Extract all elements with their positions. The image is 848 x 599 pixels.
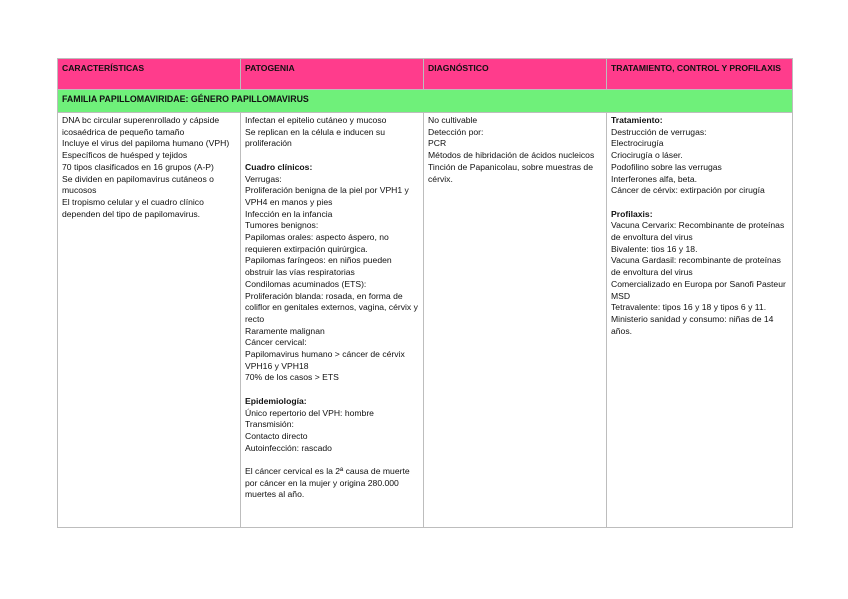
caracteristicas-item: Incluye el virus del papiloma humano (VPH) bbox=[62, 138, 230, 149]
spacer bbox=[245, 150, 419, 162]
profilaxis-item: Ministerio sanidad y consumo: niñas de 14 años. bbox=[611, 313, 774, 336]
tratamiento-cell bbox=[607, 113, 793, 528]
caracteristicas-item: El tropismo celular y el cuadro clínico dependen del tipo de papilomavirus. bbox=[62, 196, 204, 219]
tratamiento-item: Cáncer de cérvix: extirpación por cirugía bbox=[611, 185, 765, 196]
cuadro-item: Verrugas: bbox=[245, 173, 282, 184]
epidemiologia-item: Transmisión: bbox=[245, 419, 294, 430]
tratamiento-item: Podofilino sobre las verrugas bbox=[611, 161, 722, 172]
profilaxis-item: Bivalente: tios 16 y 18. bbox=[611, 243, 698, 254]
epidemiologia-item: Contacto directo bbox=[245, 430, 308, 441]
cuadros-title: Cuadro clínicos: bbox=[245, 161, 313, 172]
epidemiologia-item: Único repertorio del VPH: hombre bbox=[245, 407, 374, 418]
spacer bbox=[611, 197, 788, 209]
cuadro-item: Papilomas faríngeos: en niños pueden obstruir las vías respiratorias bbox=[245, 255, 392, 278]
cuadro-item: Proliferación benigna de la piel por VPH1 y VPH4 en manos y pies bbox=[245, 185, 409, 207]
tratamiento-item: Interferones alfa, beta. bbox=[611, 173, 697, 184]
cuadro-item: Infección en la infancia bbox=[245, 208, 333, 219]
spacer bbox=[245, 454, 419, 466]
cuadro-item: Raramente malignan bbox=[245, 325, 325, 336]
profilaxis-title: Profilaxis: bbox=[611, 208, 653, 219]
diagnostico-item: Tinción de Papanicolau, sobre muestras de cérvix. bbox=[428, 161, 593, 184]
header-row bbox=[58, 59, 793, 90]
caracteristicas-item: DNA bc circular superenrollado y cápside icosaédrica de pequeño tamaño bbox=[62, 115, 220, 137]
profilaxis-item: Vacuna Cervarix: Recombinante de proteínas de envoltura del virus bbox=[611, 220, 785, 243]
cuadro-item: Cáncer cervical: bbox=[245, 337, 307, 348]
header-caracteristicas: CARACTERÍSTICAS bbox=[58, 59, 241, 90]
diagnostico-item: PCR bbox=[428, 138, 447, 149]
diagnostico-cell bbox=[424, 113, 607, 528]
tratamiento-title: Tratamiento: bbox=[611, 115, 663, 125]
cuadro-item: Condilomas acuminados (ETS): bbox=[245, 278, 367, 289]
header-tratamiento: TRATAMIENTO, CONTROL Y PROFILAXIS bbox=[607, 59, 793, 90]
diagnostico-item: Detección por: bbox=[428, 126, 484, 137]
caracteristicas-item: Se dividen en papilomavirus cutáneos o mucosos bbox=[62, 173, 214, 196]
header-patogenia: PATOGENIA bbox=[241, 59, 424, 90]
tratamiento-item: Destrucción de verrugas: bbox=[611, 126, 707, 137]
patogenia-intro: Se replican en la célula e inducen su proliferación bbox=[245, 126, 385, 149]
cuadro-item: VPH16 y VPH18 bbox=[245, 360, 309, 371]
diagnostico-item: Métodos de hibridación de ácidos nucleicos bbox=[428, 150, 595, 161]
tratamiento-item: Electrocirugía bbox=[611, 138, 664, 149]
epidemiologia-item: Autoinfección: rascado bbox=[245, 442, 332, 453]
cuadro-item: Tumores benignos: bbox=[245, 220, 319, 231]
profilaxis-item: Tetravalente: tipos 16 y 18 y tipos 6 y 11. bbox=[611, 302, 767, 313]
spacer bbox=[245, 384, 419, 396]
cuadro-item: Papilomas orales: aspecto áspero, no requieren extirpación quirúrgica. bbox=[245, 232, 389, 254]
tratamiento-item: Criocirugía o láser. bbox=[611, 150, 683, 161]
caracteristicas-item: Específicos de huésped y tejidos bbox=[62, 150, 188, 161]
epidemiologia-title: Epidemiología: bbox=[245, 395, 307, 406]
profilaxis-item: Comercializado en Europa por Sanofi Pasteur MSD bbox=[611, 278, 786, 301]
content-row bbox=[58, 113, 793, 528]
patogenia-intro: Infectan el epitelio cutáneo y mucoso bbox=[245, 115, 387, 125]
caracteristicas-item: 70 tipos clasificados en 16 grupos (A-P) bbox=[62, 161, 214, 172]
cuadro-item: 70% de los casos > ETS bbox=[245, 372, 339, 383]
patogenia-closing: El cáncer cervical es la 2ª causa de muerte por cáncer en la mujer y origina 280.000 muertes al año. bbox=[245, 466, 410, 500]
caracteristicas-cell bbox=[58, 113, 241, 528]
patogenia-cell bbox=[241, 113, 424, 528]
profilaxis-item: Vacuna Gardasil: recombinante de proteínas de envoltura del virus bbox=[611, 255, 781, 278]
cuadro-item: Proliferación blanda: rosada, en forma de coliflor en genitales externos, vagina, cérvix y recto bbox=[245, 290, 418, 324]
cuadro-item: Papilomavirus humano > cáncer de cérvix bbox=[245, 349, 405, 360]
clinical-table bbox=[57, 58, 793, 528]
diagnostico-item: No cultivable bbox=[428, 115, 478, 125]
family-title: FAMILIA PAPILLOMAVIRIDAE: GÉNERO PAPILLOMAVIRUS bbox=[58, 90, 793, 113]
header-diagnostico: DIAGNÓSTICO bbox=[424, 59, 607, 90]
family-row bbox=[58, 90, 793, 113]
